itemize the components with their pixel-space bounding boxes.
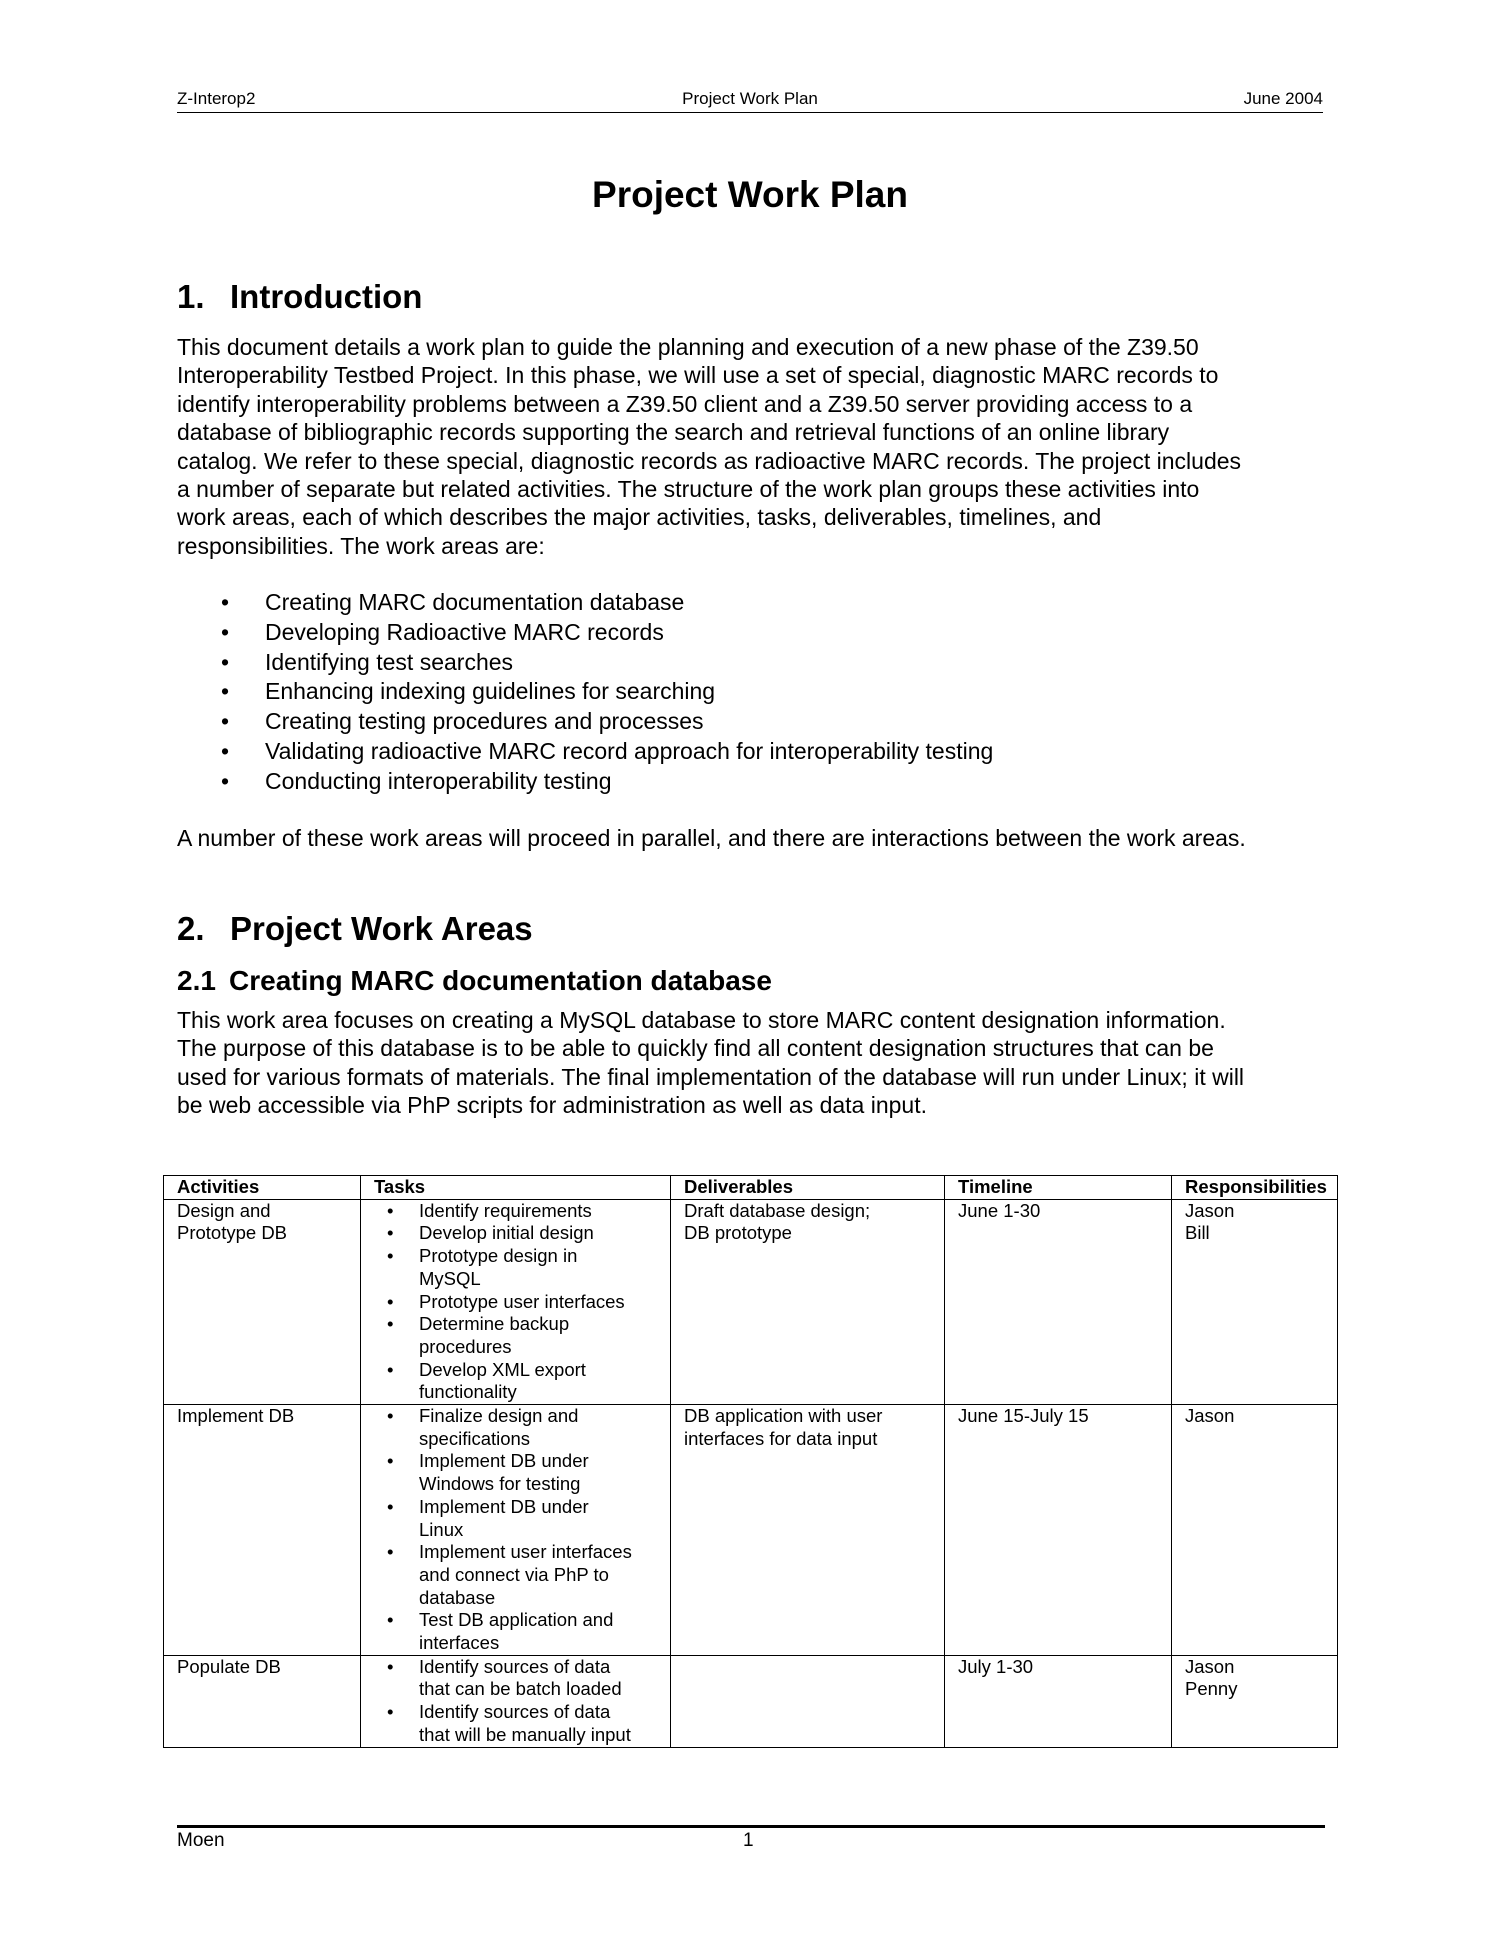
work-plan-table [163, 1175, 1338, 1748]
activity-line: Populate DB [177, 1655, 281, 1677]
task-line: Implement DB under [419, 1495, 589, 1517]
task-line: Implement user interfaces [419, 1541, 632, 1563]
task-line: that can be batch loaded [419, 1678, 622, 1700]
task-line: Determine backup [419, 1313, 570, 1335]
task-line: Linux [419, 1518, 464, 1540]
work-area-label: Identifying test searches [265, 648, 514, 675]
table-row [164, 1655, 1338, 1747]
deliverables-cell [671, 1655, 945, 1747]
tasks-cell [361, 1199, 671, 1404]
work-area-label: Developing Radioactive MARC records [265, 618, 664, 645]
task-item [374, 1291, 670, 1314]
bullet-icon: • [387, 1495, 394, 1517]
deliverables-cell [671, 1199, 945, 1404]
bullet-icon: • [387, 1405, 394, 1427]
page-header [177, 86, 1323, 113]
bullet-icon: • [221, 589, 230, 615]
work-area-item [177, 677, 993, 707]
section-1-title: Introduction [230, 278, 423, 315]
work-area-label: Creating MARC documentation database [265, 589, 685, 615]
task-list [374, 1656, 670, 1747]
activity-cell [164, 1405, 361, 1656]
task-line: specifications [419, 1427, 531, 1449]
responsibility-line: Jason [1185, 1199, 1235, 1221]
intro-line: This document details a work plan to guide the planning and execution of a new phase of the Z39.50 [177, 334, 1199, 360]
footer-author: Moen [177, 1830, 225, 1851]
task-line: Test DB application and [419, 1609, 614, 1631]
activity-cell [164, 1199, 361, 1404]
responsibilities-cell [1172, 1655, 1338, 1747]
bullet-icon: • [387, 1541, 394, 1563]
task-item [374, 1609, 670, 1654]
deliverable-line: DB prototype [684, 1222, 792, 1244]
task-line: that will be manually input [419, 1723, 631, 1745]
introduction-paragraph [177, 333, 1337, 560]
task-list [374, 1405, 670, 1655]
section-2-1-line: The purpose of this database is to be able to quickly find all content designation structures that can be [177, 1035, 1214, 1062]
task-line: Prototype design in [419, 1245, 578, 1267]
column-header-activities: Activities [164, 1176, 361, 1200]
task-line: Develop XML export [419, 1358, 586, 1380]
activity-line: Design and [177, 1199, 271, 1221]
work-areas-list [177, 588, 993, 797]
work-areas-closing: A number of these work areas will proceed in parallel, and there are interactions between the work areas. [177, 825, 1246, 851]
task-line: database [419, 1586, 496, 1608]
intro-line: catalog. We refer to these special, diagnostic records as radioactive MARC records. The project includes [177, 447, 1242, 474]
work-area-item [177, 648, 993, 678]
task-line: Develop initial design [419, 1222, 594, 1244]
work-area-item [177, 737, 993, 767]
section-2-title: Project Work Areas [230, 910, 533, 947]
task-line: Windows for testing [419, 1473, 581, 1495]
section-2-1-paragraph [177, 1006, 1337, 1120]
tasks-cell [361, 1655, 671, 1747]
responsibilities-cell [1172, 1405, 1338, 1656]
task-item [374, 1656, 670, 1701]
bullet-icon: • [387, 1450, 394, 1472]
work-area-item [177, 707, 993, 737]
bullet-icon: • [387, 1222, 394, 1244]
column-header-timeline: Timeline [945, 1176, 1172, 1200]
task-item [374, 1450, 670, 1495]
task-item [374, 1200, 670, 1223]
table-row [164, 1405, 1338, 1656]
work-area-item [177, 618, 993, 648]
task-line: Implement DB under [419, 1450, 589, 1472]
header-date: June 2004 [1243, 89, 1323, 108]
section-2-1-line: This work area focuses on creating a MySQL database to store MARC content designation information. [177, 1007, 1226, 1033]
deliverable-line: Draft database design; [684, 1199, 871, 1221]
bullet-icon: • [221, 678, 230, 705]
header-project-code: Z-Interop2 [177, 89, 256, 108]
bullet-icon: • [387, 1701, 394, 1723]
task-line: Finalize design and [419, 1405, 579, 1427]
bullet-icon: • [387, 1358, 394, 1380]
intro-line: database of bibliographic records supporting the search and retrieval functions of an online library [177, 419, 1170, 446]
task-line: Identify sources of data [419, 1701, 611, 1723]
bullet-icon: • [221, 708, 230, 735]
column-header-deliverables: Deliverables [671, 1176, 945, 1200]
bullet-icon: • [221, 737, 230, 764]
task-item [374, 1541, 670, 1609]
work-area-item [177, 767, 993, 797]
intro-line: identify interoperability problems between a Z39.50 client and a Z39.50 server providing access to a [177, 390, 1193, 417]
intro-line: Interoperability Testbed Project. In this phase, we will use a set of special, diagnostic MARC records to [177, 362, 1219, 389]
responsibility-line: Bill [1185, 1222, 1210, 1244]
task-line: procedures [419, 1335, 512, 1357]
bullet-icon: • [387, 1609, 394, 1631]
activity-cell [164, 1655, 361, 1747]
deliverables-cell [671, 1405, 945, 1656]
task-line: interfaces [419, 1632, 500, 1654]
work-area-label: Enhancing indexing guidelines for searching [265, 678, 716, 705]
section-2-1-line: used for various formats of materials. The final implementation of the database will run under Linux; it will [177, 1063, 1245, 1090]
task-item [374, 1701, 670, 1746]
tasks-cell [361, 1405, 671, 1656]
footer-divider [177, 1825, 1325, 1828]
responsibility-line: Jason [1185, 1655, 1235, 1677]
bullet-icon: • [387, 1655, 394, 1677]
timeline-cell: July 1-30 [945, 1655, 1172, 1747]
task-item [374, 1245, 670, 1290]
work-area-label: Validating radioactive MARC record approach for interoperability testing [265, 737, 994, 764]
intro-line: work areas, each of which describes the major activities, tasks, deliverables, timelines, and [177, 504, 1102, 531]
activity-line: Implement DB [177, 1405, 295, 1427]
column-header-responsibilities: Responsibilities [1172, 1176, 1338, 1200]
bullet-icon: • [221, 648, 230, 675]
timeline-cell: June 1-30 [945, 1199, 1172, 1404]
header-document-title: Project Work Plan [682, 89, 818, 108]
responsibilities-cell [1172, 1199, 1338, 1404]
section-1-heading [177, 278, 422, 316]
bullet-icon: • [387, 1290, 394, 1312]
responsibility-line: Penny [1185, 1678, 1238, 1700]
activity-line: Prototype DB [177, 1222, 288, 1244]
task-item [374, 1222, 670, 1245]
intro-line: a number of separate but related activities. The structure of the work plan groups these activities into [177, 476, 1200, 503]
intro-line: responsibilities. The work areas are: [177, 532, 545, 559]
footer-page-number: 1 [743, 1830, 754, 1851]
bullet-icon: • [221, 618, 230, 645]
section-2-1-heading [177, 965, 772, 997]
section-2-1-number: 2.1 [177, 965, 216, 996]
document-title: Project Work Plan [592, 174, 908, 215]
task-item [374, 1313, 670, 1358]
task-item [374, 1359, 670, 1404]
task-line: MySQL [419, 1267, 481, 1289]
section-2-heading [177, 910, 533, 948]
table-header-row [164, 1176, 1338, 1200]
task-line: Prototype user interfaces [419, 1290, 625, 1312]
timeline-cell: June 15-July 15 [945, 1405, 1172, 1656]
task-item [374, 1405, 670, 1450]
responsibility-line: Jason [1185, 1405, 1235, 1427]
column-header-tasks: Tasks [361, 1176, 671, 1200]
bullet-icon: • [221, 767, 230, 794]
bullet-icon: • [387, 1199, 394, 1221]
task-line: and connect via PhP to [419, 1563, 609, 1585]
section-2-number: 2. [177, 910, 205, 947]
section-1-number: 1. [177, 278, 205, 315]
deliverable-line: DB application with user [684, 1405, 883, 1427]
section-2-1-line: be web accessible via PhP scripts for administration as well as data input. [177, 1092, 928, 1119]
task-line: Identify requirements [419, 1199, 592, 1221]
work-area-item [177, 588, 993, 618]
task-item [374, 1496, 670, 1541]
work-area-label: Creating testing procedures and processes [265, 708, 704, 735]
task-list [374, 1200, 670, 1404]
bullet-icon: • [387, 1245, 394, 1267]
task-line: functionality [419, 1381, 517, 1403]
task-line: Identify sources of data [419, 1655, 611, 1677]
section-2-1-title: Creating MARC documentation database [229, 965, 772, 996]
work-area-label: Conducting interoperability testing [265, 767, 612, 794]
table-row [164, 1199, 1338, 1404]
deliverable-line: interfaces for data input [684, 1427, 878, 1449]
bullet-icon: • [387, 1313, 394, 1335]
